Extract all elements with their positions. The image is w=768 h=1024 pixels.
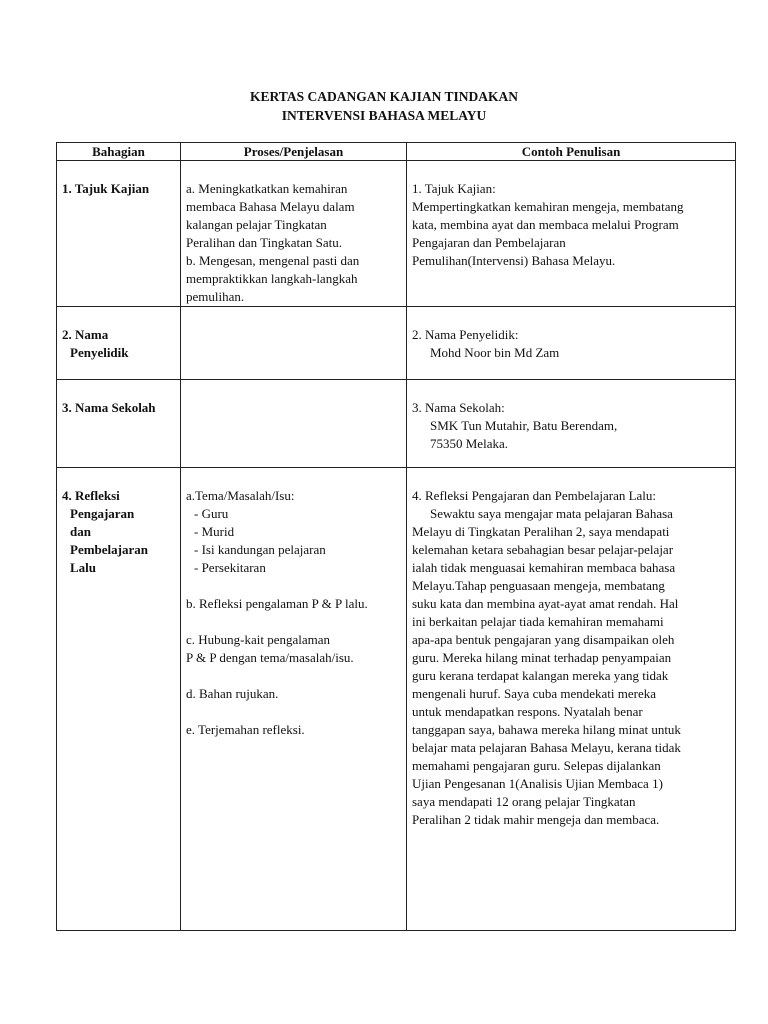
example-line: ialah tidak menguasai kemahiran membaca bahasa	[412, 560, 676, 575]
example-line: Sewaktu saya mengajar mata pelajaran Bahasa	[430, 506, 673, 521]
process-line: a.Tema/Masalah/Isu:	[186, 488, 295, 503]
example-line: 1. Tajuk Kajian:	[412, 181, 496, 196]
section-label: 2. Nama	[62, 327, 109, 342]
example-line: apa-apa bentuk pengajaran yang disampaikan oleh	[412, 632, 675, 647]
section-label: 3. Nama Sekolah	[62, 400, 156, 415]
example-line: Pemulihan(Intervensi) Bahasa Melayu.	[412, 253, 616, 268]
section-label: Pengajaran	[70, 506, 135, 521]
section-label: 1. Tajuk Kajian	[62, 181, 150, 196]
example-cell	[407, 468, 736, 931]
process-line: c. Hubung-kait pengalaman	[186, 632, 331, 647]
example-cell	[407, 380, 736, 468]
section-cell	[57, 161, 181, 307]
example-line: Melayu di Tingkatan Peralihan 2, saya mendapati	[412, 524, 670, 539]
header-bahagian: Bahagian	[57, 143, 181, 161]
section-cell	[57, 307, 181, 380]
table-row	[57, 380, 736, 468]
process-line: a. Meningkatkatkan kemahiran	[186, 181, 348, 196]
example-line: Mempertingkatkan kemahiran mengeja, membatang	[412, 199, 684, 214]
example-line: Pengajaran dan Pembelajaran	[412, 235, 566, 250]
example-line: guru. Mereka hilang minat terhadap penyampaian	[412, 650, 672, 665]
example-line: Ujian Pengesanan 1(Analisis Ujian Membaca 1)	[412, 776, 663, 791]
section-cell	[57, 468, 181, 931]
example-cell	[407, 307, 736, 380]
example-line: 2. Nama Penyelidik:	[412, 327, 519, 342]
example-line: mengenali huruf. Saya cuba mendekati mereka	[412, 686, 657, 701]
section-label: 4. Refleksi	[62, 488, 120, 503]
document-title-line2: INTERVENSI BAHASA MELAYU	[281, 108, 487, 123]
process-line: pemulihan.	[186, 289, 245, 304]
example-line: saya mendapati 12 orang pelajar Tingkatan	[412, 794, 636, 809]
example-line: kelemahan ketara sebahagian besar pelajar-pelajar	[412, 542, 674, 557]
process-cell	[181, 161, 407, 307]
proposal-table	[56, 142, 736, 931]
example-line: ini berkaitan pelajar tiada kemahiran memahami	[412, 614, 664, 629]
researcher-name: Mohd Noor bin Md Zam	[430, 345, 560, 360]
example-line: 3. Nama Sekolah:	[412, 400, 505, 415]
example-cell	[407, 161, 736, 307]
process-cell	[181, 307, 407, 380]
process-cell	[181, 380, 407, 468]
example-line: guru kerana terdapat kalangan mereka yang tidak	[412, 668, 669, 683]
process-line: b. Refleksi pengalaman P & P lalu.	[186, 596, 368, 611]
process-subitem: - Guru	[194, 506, 229, 521]
table-row	[57, 161, 736, 307]
process-line: b. Mengesan, mengenal pasti dan	[186, 253, 360, 268]
section-label: dan	[70, 524, 91, 539]
example-line: 4. Refleksi Pengajaran dan Pembelajaran Lalu:	[412, 488, 657, 503]
table-row	[57, 468, 736, 931]
school-address-line: SMK Tun Mutahir, Batu Berendam,	[430, 418, 618, 433]
example-line: tanggapan saya, bahawa mereka hilang minat untuk	[412, 722, 681, 737]
process-line: d. Bahan rujukan.	[186, 686, 279, 701]
table-header-row	[57, 143, 736, 161]
header-proses: Proses/Penjelasan	[181, 143, 407, 161]
section-label: Penyelidik	[70, 345, 129, 360]
process-line: mempraktikkan langkah-langkah	[186, 271, 358, 286]
example-line: Melayu.Tahap penguasaan mengeja, membatang	[412, 578, 665, 593]
process-cell	[181, 468, 407, 931]
process-line: P & P dengan tema/masalah/isu.	[186, 650, 354, 665]
section-label: Lalu	[70, 560, 97, 575]
school-address-line: 75350 Melaka.	[430, 436, 508, 451]
example-line: memahami pengajaran guru. Selepas dijalankan	[412, 758, 661, 773]
example-line: Peralihan 2 tidak mahir mengeja dan membaca.	[412, 812, 660, 827]
document-title-line1: KERTAS CADANGAN KAJIAN TINDAKAN	[250, 89, 518, 104]
section-cell	[57, 380, 181, 468]
example-line: untuk mendapatkan respons. Nyatalah benar	[412, 704, 643, 719]
example-line: belajar mata pelajaran Bahasa Melayu, kerana tidak	[412, 740, 681, 755]
header-contoh: Contoh Penulisan	[407, 143, 736, 161]
process-subitem: - Persekitaran	[194, 560, 266, 575]
table-row	[57, 307, 736, 380]
process-subitem: - Isi kandungan pelajaran	[194, 542, 326, 557]
example-line: suku kata dan membina ayat-ayat amat rendah. Hal	[412, 596, 679, 611]
process-line: Peralihan dan Tingkatan Satu.	[186, 235, 342, 250]
example-line: kata, membina ayat dan membaca melalui Program	[412, 217, 679, 232]
process-line: e. Terjemahan refleksi.	[186, 722, 305, 737]
process-line: kalangan pelajar Tingkatan	[186, 217, 327, 232]
process-line: membaca Bahasa Melayu dalam	[186, 199, 355, 214]
section-label: Pembelajaran	[70, 542, 148, 557]
process-subitem: - Murid	[194, 524, 235, 539]
